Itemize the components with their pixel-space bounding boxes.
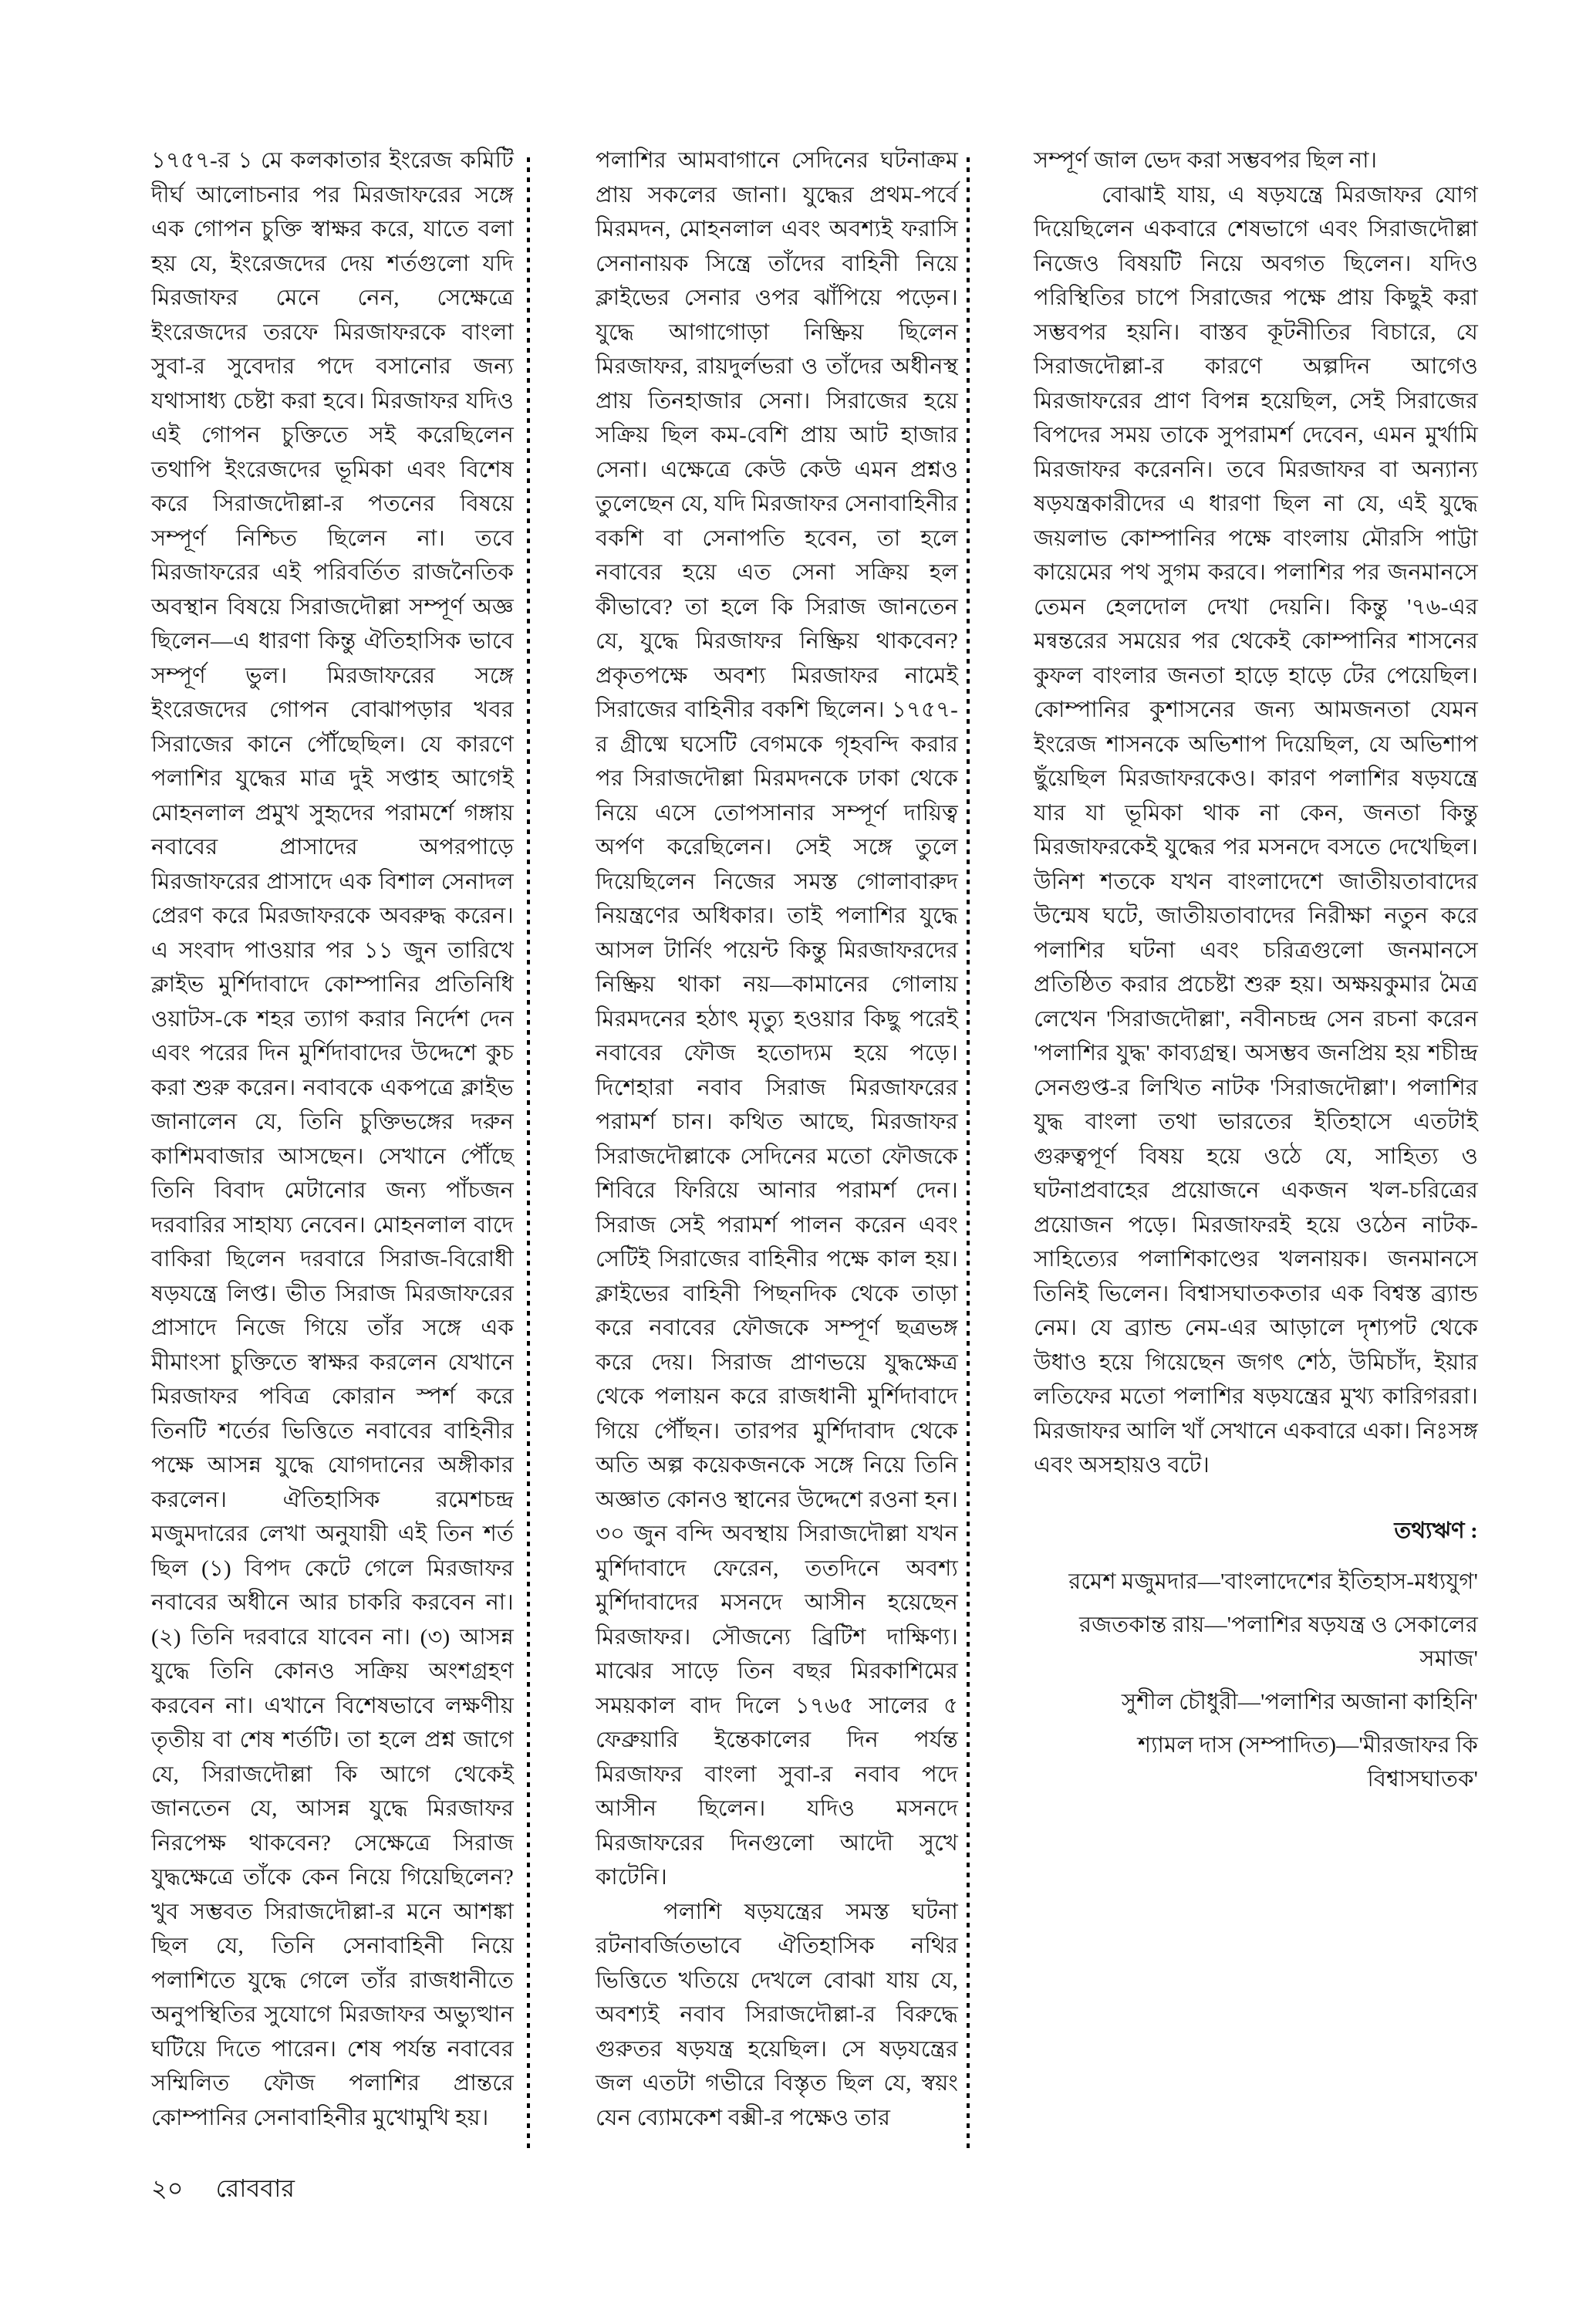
reference-item: রজতকান্ত রায়—'পলাশির ষড়যন্ত্র ও সেকালের সমাজ' <box>1078 1613 1478 1671</box>
reference-item: সুশীল চৌধুরী—'পলাশির অজানা কাহিনি' <box>1121 1690 1478 1714</box>
section-label: রোববার <box>215 2174 295 2202</box>
references-section <box>1034 1514 1478 1797</box>
reference-item: রমেশ মজুমদার—'বাংলাদেশের ইতিহাস-মধ্যযুগ' <box>1068 1569 1478 1594</box>
article-column-3 <box>1034 144 1478 1805</box>
references-heading: তথ্যঋণ : <box>1394 1518 1478 1543</box>
article-paragraph: সম্পূর্ণ জাল ভেদ করা সম্ভবপর ছিল না। <box>1034 148 1378 173</box>
article-column-1 <box>151 144 514 2135</box>
article-column-2 <box>596 144 958 2135</box>
page-number: ২০ <box>151 2174 184 2202</box>
article-paragraph: বোঝাই যায়, এ ষড়যন্ত্রে মিরজাফর যোগ দিয়েছিলেন একবারে শেষভাগে এবং সিরাজদৌল্লা নিজেও বিষয়টি নিয়ে অবগত ছিলেন। যদিও পরিস্থিতির চাপে সিরাজের পক্ষে প্রায় কিছুই করা সম্ভবপর হয়নি। বাস্তব কূটনীতির বিচারে, যে সিরাজদৌল্লা-র কারণে অল্পদিন আগেও মিরজাফরের প্রাণ বিপন্ন হয়েছিল, সেই সিরাজের বিপদের সময় তাকে সুপরামর্শ দেবেন, এমন মুর্খামি মিরজাফর করেননি। তবে মিরজাফর বা অন্যান্য ষড়যন্ত্রকারীদের এ ধারণা ছিল না যে, এই যুদ্ধে জয়লাভ কোম্পানির পক্ষে বাংলায় মৌরসি পাট্টা কায়েমের পথ সুগম করবে। পলাশির পর জনমানসে তেমন হেলদোল দেখা দেয়নি। কিন্তু '৭৬-এর মন্বন্তরের সময়ের পর থেকেই কোম্পানির শাসনের কুফল বাংলার জনতা হাড়ে হাড়ে টের পেয়েছিল। কোম্পানির কুশাসনের জন্য আমজনতা যেমন ইংরেজ শাসনকে অভিশাপ দিয়েছিল, যে অভিশাপ ছুঁয়েছিল মিরজাফরকেও। কারণ পলাশির ষড়যন্ত্রে যার যা ভূমিকা থাক না কেন, জনতা কিন্তু মিরজাফরকেই যুদ্ধের পর মসনদে বসতে দেখেছিল। উনিশ শতকে যখন বাংলাদেশে জাতীয়তাবাদের উন্মেষ ঘটে, জাতীয়তাবাদের নিরীক্ষা নতুন করে পলাশির ঘটনা এবং চরিত্রগুলো জনমানসে প্রতিষ্ঠিত করার প্রচেষ্টা শুরু হয়। অক্ষয়কুমার মৈত্র লেখেন 'সিরাজদৌল্লা', নবীনচন্দ্র সেন রচনা করেন 'পলাশির যুদ্ধ' কাব্যগ্রন্থ। অসম্ভব জনপ্রিয় হয় শচীন্দ্র সেনগুপ্ত-র লিখিত নাটক 'সিরাজদৌল্লা'। পলাশির যুদ্ধ বাংলা তথা ভারতের ইতিহাসে এতটাই গুরুত্বপূর্ণ বিষয় হয়ে ওঠে যে, সাহিত্য ও ঘটনাপ্রবাহের প্রয়োজনে একজন খল-চরিত্রের প্রয়োজন পড়ে। মিরজাফরই হয়ে ওঠেন নাটক-সাহিত্যের পলাশিকাণ্ডের খলনায়ক। জনমানসে তিনিই ভিলেন। বিশ্বাসঘাতকতার এক বিশ্বস্ত ব্র্যান্ড নেম। যে ব্র্যান্ড নেম-এর আড়ালে দৃশ্যপট থেকে উধাও হয়ে গিয়েছেন জগৎ শেঠ, উমিচাঁদ, ইয়ার লতিফের মতো পলাশির ষড়যন্ত্রের মুখ্য কারিগররা। মিরজাফর আলি খাঁ সেখানে একবারে একা। নিঃসঙ্গ এবং অসহায়ও বটে। <box>1034 182 1478 1478</box>
article-paragraph: পলাশির আমবাগানে সেদিনের ঘটনাক্রম প্রায় সকলের জানা। যুদ্ধের প্রথম-পর্বে মিরমদন, মোহনলাল এবং অবশ্যই ফরাসি সেনানায়ক সিন্ত্রে তাঁদের বাহিনী নিয়ে ক্লাইভের সেনার ওপর ঝাঁপিয়ে পড়েন। যুদ্ধে আগাগোড়া নিষ্ক্রিয় ছিলেন মিরজাফর, রায়দুর্লভরা ও তাঁদের অধীনস্থ প্রায় তিনহাজার সেনা। সিরাজের হয়ে সক্রিয় ছিল কম-বেশি প্রায় আট হাজার সেনা। এক্ষেত্রে কেউ কেউ এমন প্রশ্নও তুলেছেন যে, যদি মিরজাফর সেনাবাহিনীর বকশি বা সেনাপতি হবেন, তা হলে নবাবের হয়ে এত সেনা সক্রিয় হল কীভাবে? তা হলে কি সিরাজ জানতেন যে, যুদ্ধে মিরজাফর নিষ্ক্রিয় থাকবেন? প্রকৃতপক্ষে অবশ্য মিরজাফর নামেই সিরাজের বাহিনীর বকশি ছিলেন। ১৭৫৭-র গ্রীষ্মে ঘসেটি বেগমকে গৃহবন্দি করার পর সিরাজদৌল্লা মিরমদনকে ঢাকা থেকে নিয়ে এসে তোপসানার সম্পূর্ণ দায়িত্ব অর্পণ করেছিলেন। সেই সঙ্গে তুলে দিয়েছিলেন নিজের সমস্ত গোলাবারুদ নিয়ন্ত্রণের অধিকার। তাই পলাশির যুদ্ধে আসল টার্নিং পয়েন্ট কিন্তু মিরজাফরদের নিষ্ক্রিয় থাকা নয়—কামানের গোলায় মিরমদনের হঠাৎ মৃত্যু হওয়ার কিছু পরেই নবাবের ফৌজ হতোদ্যম হয়ে পড়ে। দিশেহারা নবাব সিরাজ মিরজাফরের পরামর্শ চান। কথিত আছে, মিরজাফর সিরাজদৌল্লাকে সেদিনের মতো ফৌজকে শিবিরে ফিরিয়ে আনার পরামর্শ দেন। সিরাজ সেই পরামর্শ পালন করেন এবং সেটিই সিরাজের বাহিনীর পক্ষে কাল হয়। ক্লাইভের বাহিনী পিছনদিক থেকে তাড়া করে নবাবের ফৌজকে সম্পূর্ণ ছত্রভঙ্গ করে দেয়। সিরাজ প্রাণভয়ে যুদ্ধক্ষেত্র থেকে পলায়ন করে রাজধানী মুর্শিদাবাদে গিয়ে পৌঁছন। তারপর মুর্শিদাবাদ থেকে অতি অল্প কয়েকজনকে সঙ্গে নিয়ে তিনি অজ্ঞাত কোনও স্থানের উদ্দেশে রওনা হন। ৩০ জুন বন্দি অবস্থায় সিরাজদৌল্লা যখন মুর্শিদাবাদে ফেরেন, ততদিনে অবশ্য মুর্শিদাবাদের মসনদে আসীন হয়েছেন মিরজাফর। সৌজন্যে ব্রিটিশ দাক্ষিণ্য। মাঝের সাড়ে তিন বছর মিরকাশিমের সময়কাল বাদ দিলে ১৭৬৫ সালের ৫ ফেব্রুয়ারি ইন্তেকালের দিন পর্যন্ত মিরজাফর বাংলা সুবা-র নবাব পদে আসীন ছিলেন। যদিও মসনদে মিরজাফরের দিনগুলো আদৌ সুখে কাটেনি। <box>596 148 958 1890</box>
column-divider-dotted <box>967 157 970 2153</box>
article-paragraph: পলাশি ষড়যন্ত্রের সমস্ত ঘটনা রটনাবর্জিতভাবে ঐতিহাসিক নথির ভিত্তিতে খতিয়ে দেখলে বোঝা যায় যে, অবশ্যই নবাব সিরাজদৌল্লা-র বিরুদ্ধে গুরুতর ষড়যন্ত্র হয়েছিল। সে ষড়যন্ত্রের জল এতটা গভীরে বিস্তৃত ছিল যে, স্বয়ং যেন ব্যোমকেশ বক্সী-র পক্ষেও তার <box>596 1899 958 2130</box>
reference-item: শ্যামল দাস (সম্পাদিত)—'মীরজাফর কি বিশ্বাসঘাতক' <box>1137 1733 1478 1792</box>
column-divider-dotted <box>527 157 530 2153</box>
article-paragraph: ১৭৫৭-র ১ মে কলকাতার ইংরেজ কমিটি দীর্ঘ আলোচনার পর মিরজাফরের সঙ্গে এক গোপন চুক্তি স্বাক্ষর করে, যাতে বলা হয় যে, ইংরেজদের দেয় শর্তগুলো যদি মিরজাফর মেনে নেন, সেক্ষেত্রে ইংরেজদের তরফে মিরজাফরকে বাংলা সুবা-র সুবেদার পদে বসানোর জন্য যথাসাধ্য চেষ্টা করা হবে। মিরজাফর যদিও এই গোপন চুক্তিতে সই করেছিলেন তথাপি ইংরেজদের ভূমিকা এবং বিশেষ করে সিরাজদৌল্লা-র পতনের বিষয়ে সম্পূর্ণ নিশ্চিত ছিলেন না। তবে মিরজাফরের এই পরিবর্তিত রাজনৈতিক অবস্থান বিষয়ে সিরাজদৌল্লা সম্পূর্ণ অজ্ঞ ছিলেন—এ ধারণা কিন্তু ঐতিহাসিক ভাবে সম্পূর্ণ ভুল। মিরজাফরের সঙ্গে ইংরেজদের গোপন বোঝাপড়ার খবর সিরাজের কানে পৌঁছেছিল। যে কারণে পলাশির যুদ্ধের মাত্র দুই সপ্তাহ আগেই মোহনলাল প্রমুখ সুহৃদের পরামর্শে গঙ্গায় নবাবের প্রাসাদের অপরপাড়ে মিরজাফরের প্রাসাদে এক বিশাল সেনাদল প্রেরণ করে মিরজাফরকে অবরুদ্ধ করেন। এ সংবাদ পাওয়ার পর ১১ জুন তারিখে ক্লাইভ মুর্শিদাবাদে কোম্পানির প্রতিনিধি ওয়াটস-কে শহর ত্যাগ করার নির্দেশ দেন এবং পরের দিন মুর্শিদাবাদের উদ্দেশে কুচ করা শুরু করেন। নবাবকে একপত্রে ক্লাইভ জানালেন যে, তিনি চুক্তিভঙ্গের দরুন কাশিমবাজার আসছেন। সেখানে পৌঁছে তিনি বিবাদ মেটানোর জন্য পাঁচজন দরবারির সাহায্য নেবেন। মোহনলাল বাদে বাকিরা ছিলেন দরবারে সিরাজ-বিরোধী ষড়যন্ত্রে লিপ্ত। ভীত সিরাজ মিরজাফরের প্রাসাদে নিজে গিয়ে তাঁর সঙ্গে এক মীমাংসা চুক্তিতে স্বাক্ষর করলেন যেখানে মিরজাফর পবিত্র কোরান স্পর্শ করে তিনটি শর্তের ভিত্তিতে নবাবের বাহিনীর পক্ষে আসন্ন যুদ্ধে যোগদানের অঙ্গীকার করলেন। ঐতিহাসিক রমেশচন্দ্র মজুমদারের লেখা অনুযায়ী এই তিন শর্ত ছিল (১) বিপদ কেটে গেলে মিরজাফর নবাবের অধীনে আর চাকরি করবেন না। (২) তিনি দরবারে যাবেন না। (৩) আসন্ন যুদ্ধে তিনি কোনও সক্রিয় অংশগ্রহণ করবেন না। এখানে বিশেষভাবে লক্ষণীয় তৃতীয় বা শেষ শর্তটি। তা হলে প্রশ্ন জাগে যে, সিরাজদৌল্লা কি আগে থেকেই জানতেন যে, আসন্ন যুদ্ধে মিরজাফর নিরপেক্ষ থাকবেন? সেক্ষেত্রে সিরাজ যুদ্ধক্ষেত্রে তাঁকে কেন নিয়ে গিয়েছিলেন? খুব সম্ভবত সিরাজদৌল্লা-র মনে আশঙ্কা ছিল যে, তিনি সেনাবাহিনী নিয়ে পলাশিতে যুদ্ধে গেলে তাঁর রাজধানীতে অনুপস্থিতির সুযোগে মিরজাফর অভ্যুত্থান ঘটিয়ে দিতে পারেন। শেষ পর্যন্ত নবাবের সম্মিলিত ফৌজ পলাশির প্রান্তরে কোম্পানির সেনাবাহিনীর মুখোমুখি হয়। <box>151 148 514 2130</box>
page-footer <box>151 2173 295 2204</box>
